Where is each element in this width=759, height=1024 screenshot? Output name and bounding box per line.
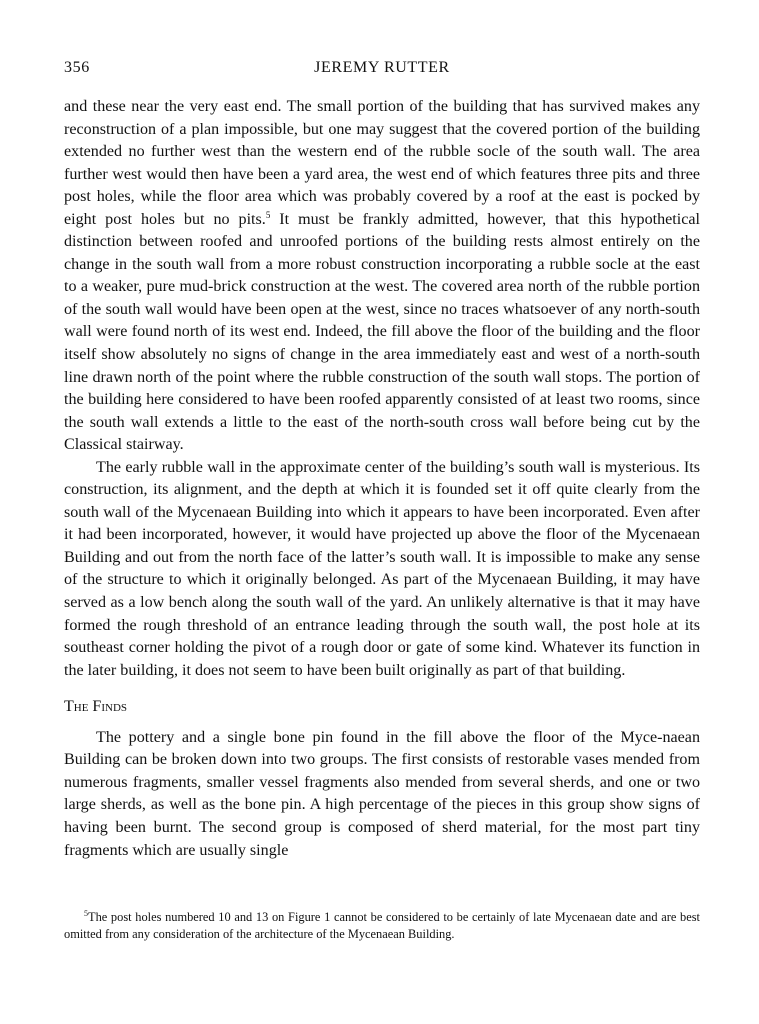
footnote-text: The post holes numbered 10 and 13 on Figure 1 cannot be considered to be certainly of late Mycenaean date and are best omitted from any consideration of the architecture of the Mycenaean Building. [64, 910, 700, 941]
paragraph-3: The pottery and a single bone pin found in the fill above the floor of the Myce-naean Building can be broken down into two groups. The first consists of restorable vases mended from numerous fragments, smaller vessel fragments also mended from several sherds, and one or two large sherds, as well as the bone pin. A high percentage of the pieces in this group show signs of having been burnt. The second group is composed of sherd material, for the most part tiny fragments which are usually single [64, 728, 700, 859]
page-header [64, 59, 700, 81]
paragraph-2: The early rubble wall in the approximate center of the building’s south wall is mysterious. Its construction, its alignment, and the depth at which it is founded set it off quite clearly from the south wall of the Mycenaean Building into which it appears to have been incorporated. Even after it had been incorporated, however, it would have projected up above the floor of the Mycenaean Building and out from the north face of the latter’s south wall. It is impossible to make any sense of the structure to which it originally belonged. As part of the Mycenaean Building, it may have served as a low bench along the south wall of the yard. An unlikely alternative is that it may have formed the rough threshold of an entrance leading through the south wall, the post hole at its southeast corner holding the pivot of a rough door or gate of some kind. Whatever its function in the later building, it does not seem to have been built originally as part of that building. [64, 458, 700, 679]
paragraph-1-part-b: It must be frankly admitted, however, that this hypothetical distinction between roofed and unroofed portions of the building rests almost entirely on the change in the south wall from a more robust construction incorporating a rubble socle at the east to a weaker, pure mud-brick construction at the west. The covered area north of the rubble portion of the south wall would have been open at the west, since no traces whatsoever of any north-south wall were found north of its west end. Indeed, the fill above the floor of the building and the floor itself show absolutely no signs of change in the area immediately east and west of a north-south line drawn north of the point where the rubble construction of the south wall stops. The portion of the building here considered to have been roofed apparently consisted of at least two rooms, since the south wall extends a little to the east of the north-south cross wall before being cut by the Classical stairway. [64, 210, 700, 454]
footnote-number: 5 [84, 909, 88, 918]
footnote-reference: 5 [265, 209, 271, 220]
section-heading: The Finds [64, 698, 128, 716]
paragraph-1-part-a: and these near the very east end. The small portion of the building that has survived makes any reconstruction of a plan impossible, but one may suggest that the covered portion of the building extended no further west than the western end of the rubble socle of the south wall. The area further west would then have been a yard area, the west end of which features three pits and three post holes, while the floor area which was probably covered by a roof at the east is pocked by eight post holes but no pits. [64, 98, 700, 228]
body-text [64, 96, 700, 862]
paragraph-1 [64, 96, 700, 457]
page-number: 356 [64, 59, 90, 76]
footnote [64, 909, 700, 943]
running-head: JEREMY RUTTER [314, 59, 450, 76]
